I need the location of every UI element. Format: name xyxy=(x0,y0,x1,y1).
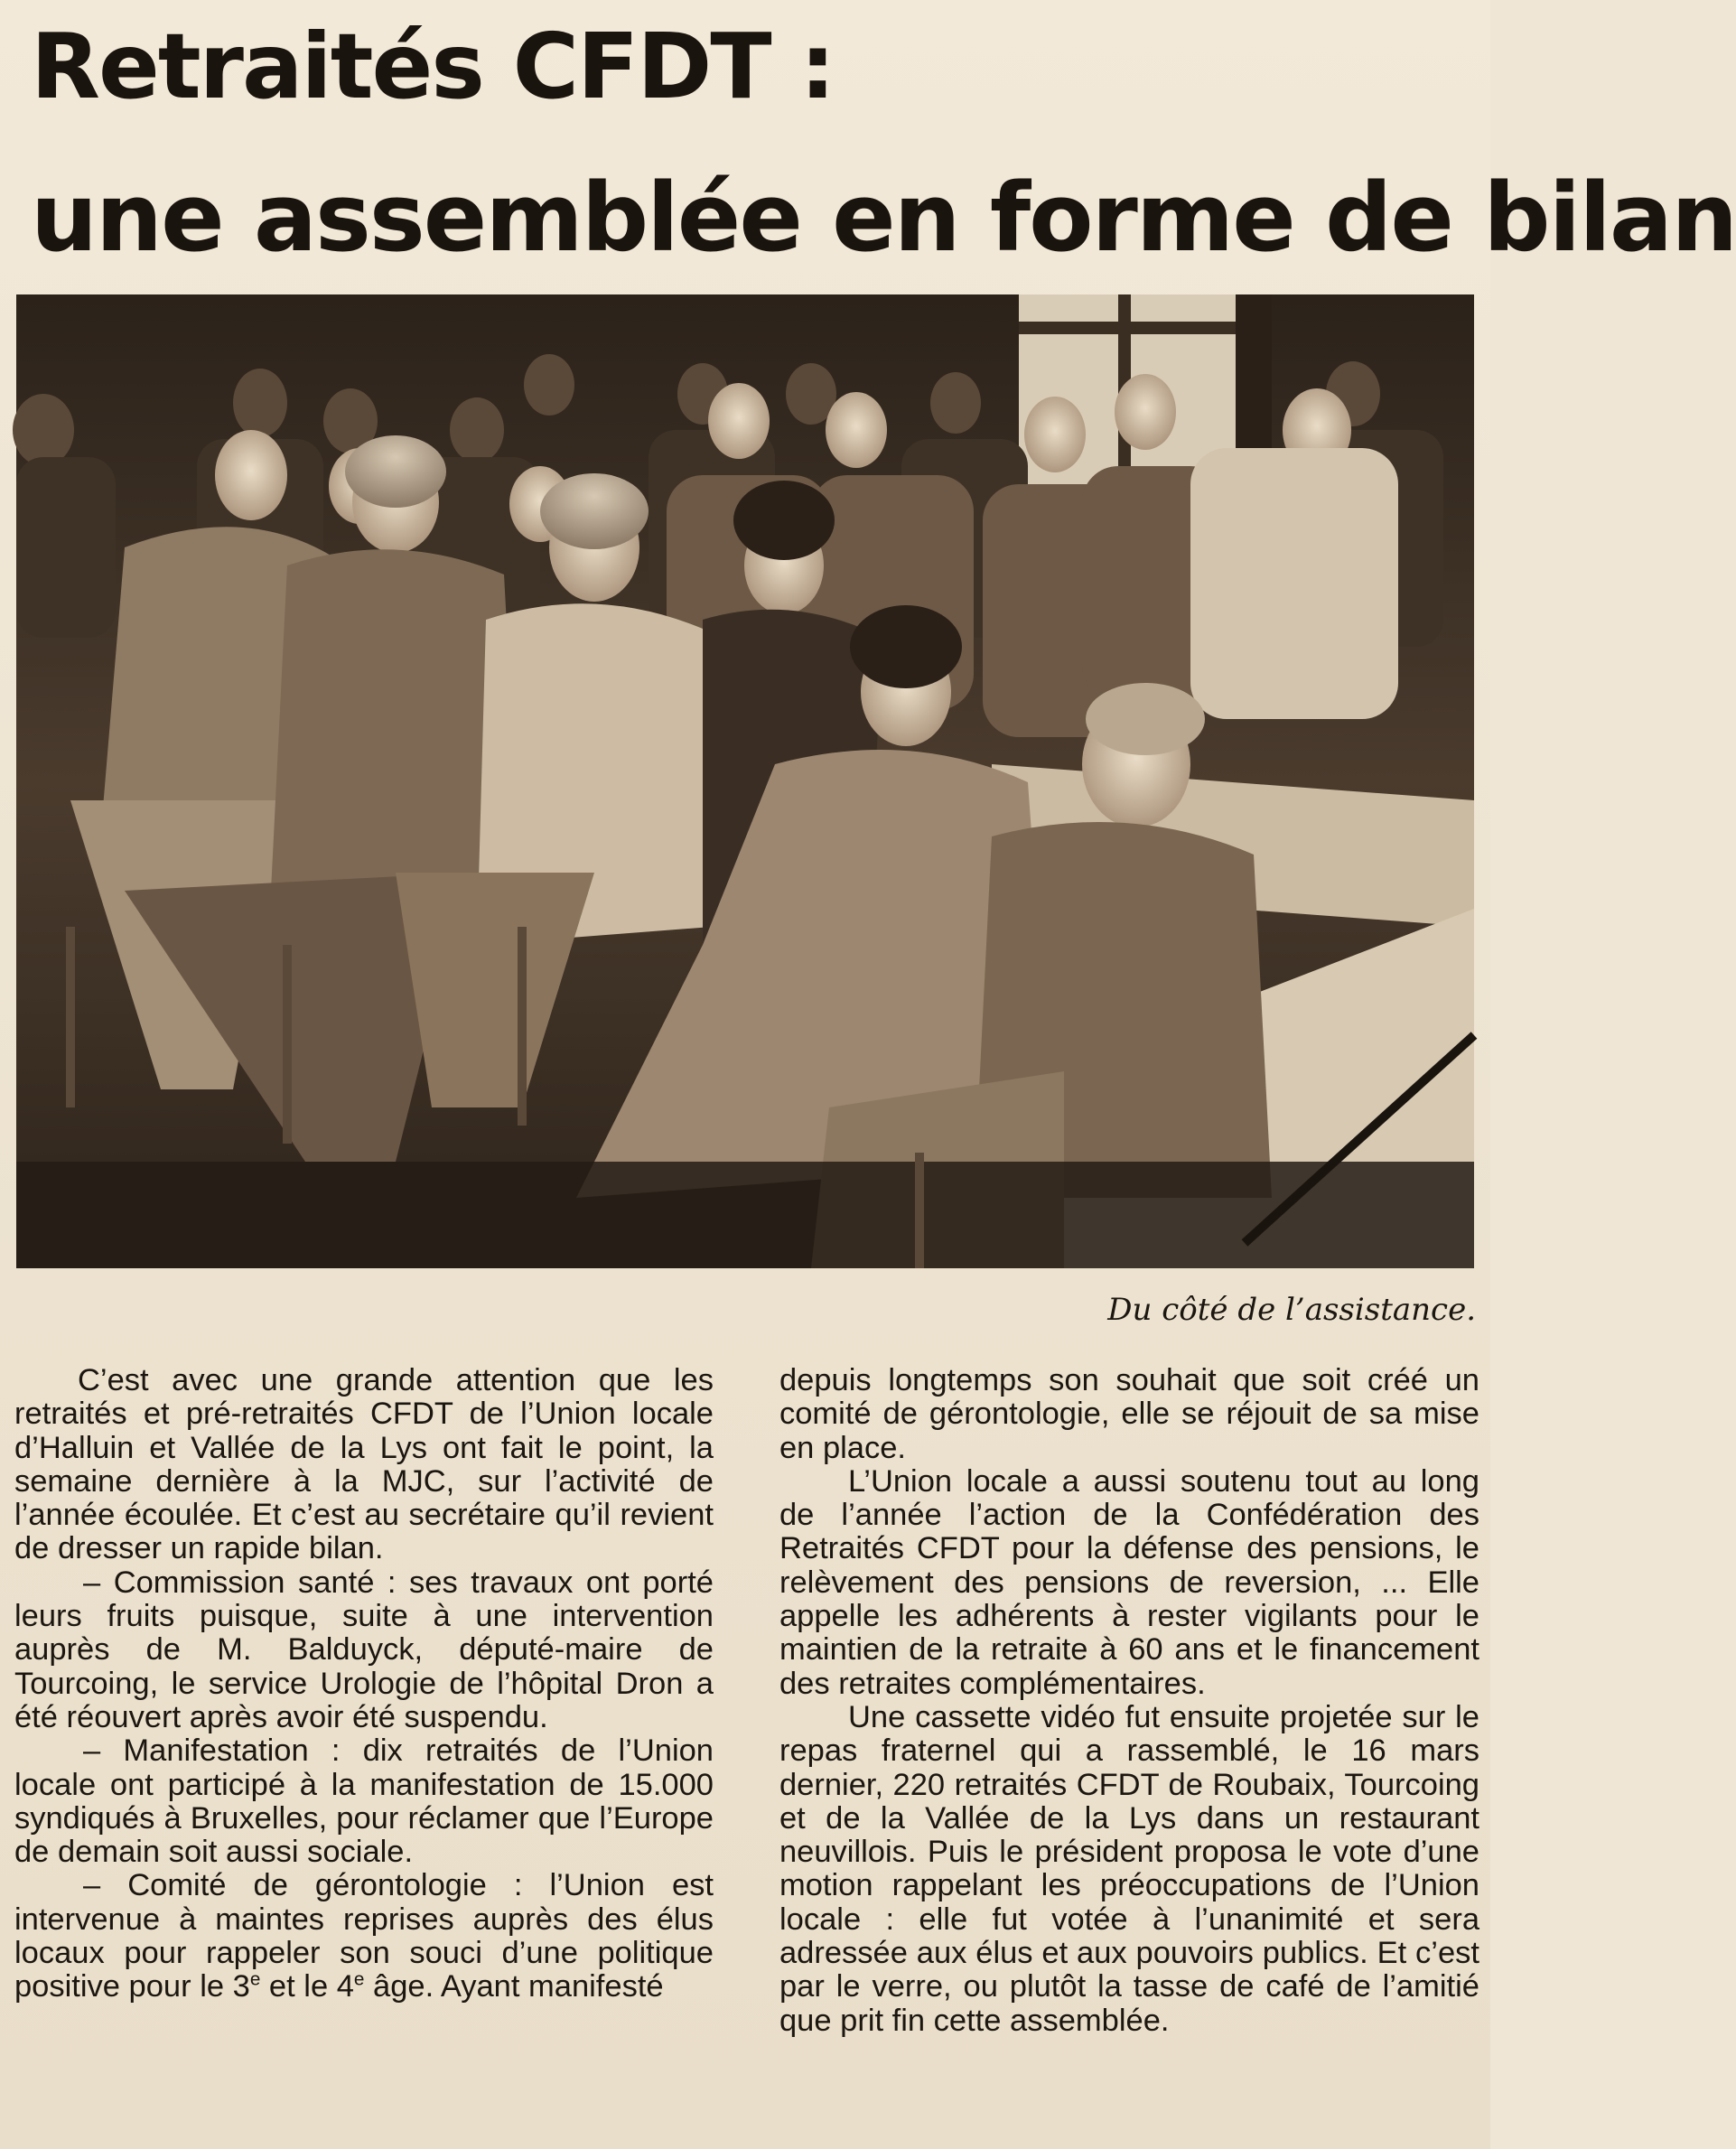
paragraph-text: – Comité de gérontologie : l’Union est intervenue à maintes reprises auprès des élus locaux pour rappeler son souci d’une politique positive pour le 3 xyxy=(14,1868,714,2004)
paragraph-manifestation: – Manifestation : dix retraités de l’Union locale ont participé à la manifestation de 15.000 syndiqués à Bruxelles, pour réclamer que l’Europe de demain soit aussi sociale. xyxy=(14,1733,714,1870)
superscript: e xyxy=(249,1968,261,1990)
paragraph-intro: C’est avec une grande attention que les retraités et pré-retraités CFDT de l’Union locale d’Halluin et Vallée de la Lys ont fait le point, la semaine dernière à la MJC, sur l’activité de l’année écoulée. Et c’est au secrétaire qu’il revient de dresser un rapide bilan. xyxy=(14,1363,714,1566)
paragraph-text: et le 4 xyxy=(260,1969,354,2004)
article-column-right xyxy=(779,1364,1479,2038)
paragraph-cassette-video: Une cassette vidéo fut ensuite projetée sur le repas fraternel qui a rassemblé, le 16 mars dernier, 220 retraités CFDT de Roubaix, Tourcoing et de la Vallée de la Lys dans un restaurant neuvillois. Puis le président proposa le vote d’une motion rappelant les préoccupations de l’Union locale : elle fut votée à l’unanimité et sera adressée aux élus et aux pouvoirs publics. Et c’est par le verre, ou plutôt la tasse de café de l’amitié que prit fin cette assemblée. xyxy=(779,1699,1479,2038)
paragraph-comite-gerontologie xyxy=(14,1869,714,2004)
paragraph-commission-sante: – Commission santé : ses travaux ont porté leurs fruits puisque, suite à une intervention auprès de M. Balduyck, député-maire de Tourcoing, le service Urologie de l’hôpital Dron a été réouvert après avoir été suspendu. xyxy=(14,1565,714,1734)
article-photo xyxy=(16,294,1474,1268)
article-column-left xyxy=(14,1364,714,2004)
photo-caption: Du côté de l’assistance. xyxy=(1107,1292,1476,1328)
superscript: e xyxy=(353,1968,365,1990)
floor xyxy=(16,1162,1474,1268)
headline-line-2: une assemblée en forme de bilan xyxy=(31,163,1736,273)
headline-line-1: Retraités CFDT : xyxy=(31,14,835,119)
paragraph-union-locale: L’Union locale a aussi soutenu tout au long de l’année l’action de la Confédération des Retraités CFDT pour la défense des pensions, le relèvement des pensions de reversion, ... Elle appelle les adhérents à rester vigilants pour le maintien de la retraite à 60 ans et le financement des retraites complémentaires. xyxy=(779,1463,1479,1701)
paragraph-continuation: depuis longtemps son souhait que soit créé un comité de gérontologie, elle se réjouit de sa mise en place. xyxy=(779,1363,1479,1465)
audience-photo-illustration xyxy=(16,294,1474,1268)
paragraph-text: âge. Ayant manifesté xyxy=(364,1969,664,2004)
